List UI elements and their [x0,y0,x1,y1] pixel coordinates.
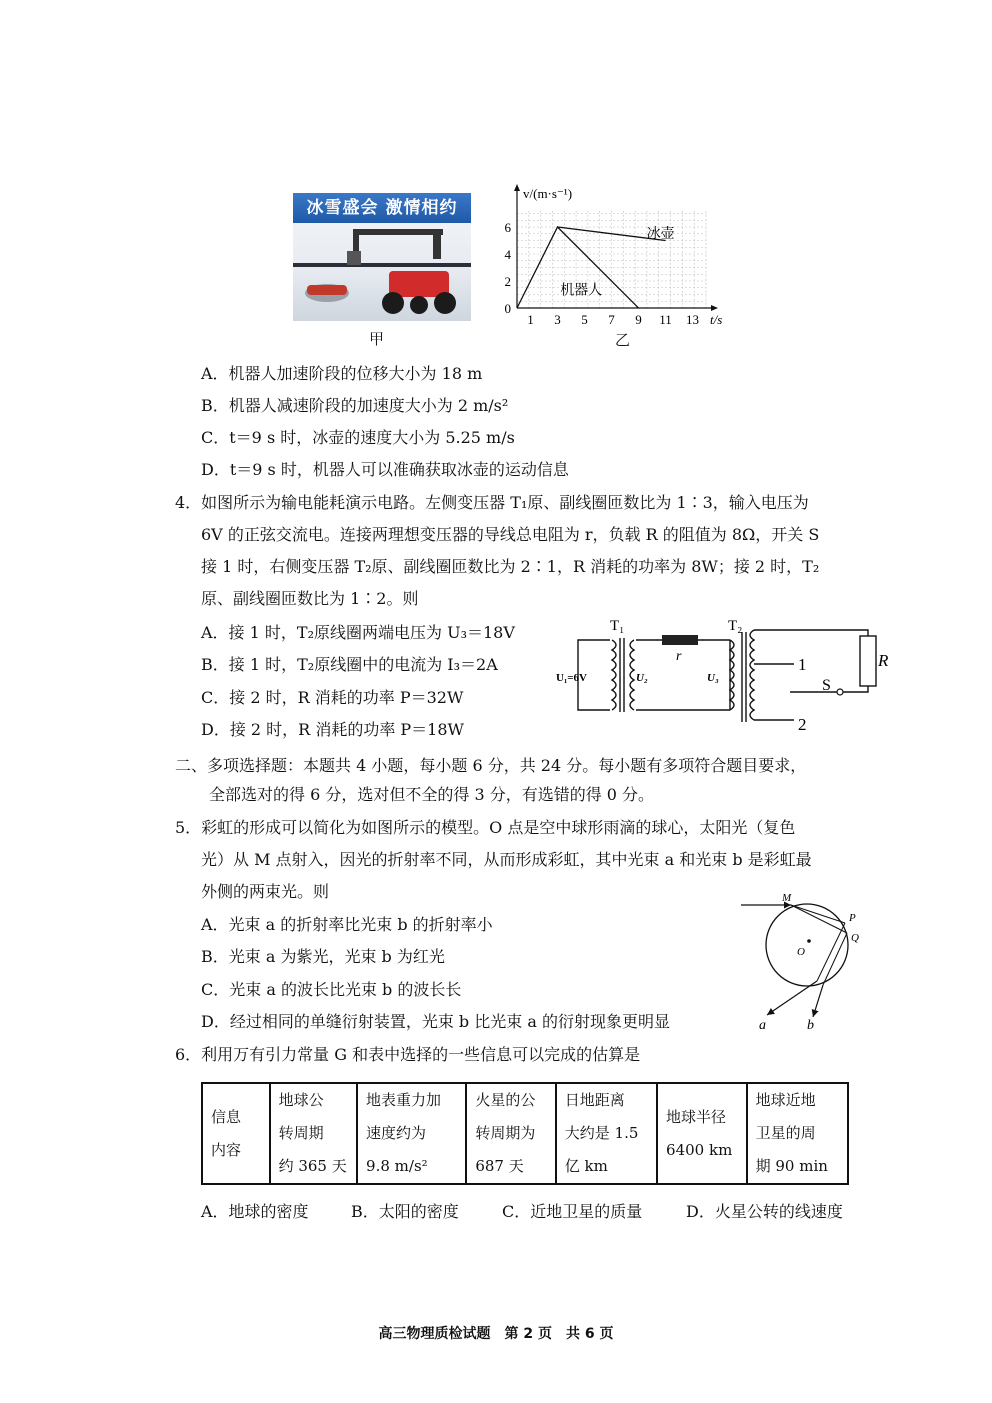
y-tick-label: 4 [504,247,511,262]
y-tick-label: 2 [504,274,511,289]
x-tick-label: 3 [554,312,561,327]
table-cell: 地球半径 6400 km [657,1083,747,1184]
raindrop-diagram [735,885,870,1035]
label-t1: T₁ [610,618,625,634]
section2-line-1: 二、多项选择题：本题共 4 小题，每小题 6 分，共 24 分。每小题有多项符合题目要求， [175,756,807,775]
y-axis-arrow [514,184,520,191]
q5-stem-line-1: 5．彩虹的形成可以简化为如图所示的模型。O 点是空中球形雨滴的球心，太阳光（复色 [175,818,796,837]
q5-option-b: B．光束 a 为紫光，光束 b 为红光 [201,947,445,966]
label-q: Q [851,932,859,944]
label-terminal-1: 1 [798,655,807,674]
q4-stem-line-3: 接 1 时，右侧变压器 T₂原、副线圈匝数比为 2∶1，R 消耗的功率为 8W；接 2 时，T₂ [201,557,820,576]
q6-option-b: B．太阳的密度 [351,1202,459,1221]
label-u1: U₁=6V [556,672,587,684]
label-m: M [782,892,792,904]
label-t2: T₂ [728,618,743,634]
figure-label-yi: 乙 [615,331,631,349]
q6-stem: 6．利用万有引力常量 G 和表中选择的一些信息可以完成的估算是 [175,1045,641,1064]
q4-option-a: A．接 1 时，T₂原线圈两端电压为 U₃＝18V [201,623,515,642]
label-u3: U₃ [707,672,719,684]
x-tick-label: 9 [635,312,642,327]
q5-option-c: C．光束 a 的波长比光束 b 的波长长 [201,980,462,999]
velocity-time-chart [495,180,745,350]
q3-option-d: D．t＝9 s 时，机器人可以准确获取冰壶的运动信息 [201,460,569,479]
y-tick-label: 0 [504,301,511,316]
robot-illustration [293,193,471,321]
q5-option-a: A．光束 a 的折射率比光束 b 的折射率小 [201,915,493,934]
table-cell: 地球公 转周期 约 365 天 [270,1083,357,1184]
label-R: R [878,651,889,670]
series-label: 机器人 [560,282,603,299]
section2-line-2: 全部选对的得 6 分，选对但不全的得 3 分，有选错的得 0 分。 [209,785,655,804]
q6-option-a: A．地球的密度 [201,1202,309,1221]
label-r: r [676,649,682,664]
x-axis-arrow [711,305,718,311]
label-u2: U₂ [636,672,648,684]
table-cell: 火星的公 转周期为 687 天 [466,1083,555,1184]
label-a: a [759,1018,766,1033]
x-axis-label: t/s [710,312,723,327]
q4-stem-line-1: 4．如图所示为输电能耗演示电路。左侧变压器 T₁原、副线圈匝数比为 1∶3，输入电压为 [175,493,809,512]
q4-stem-line-2: 6V 的正弦交流电。连接两理想变压器的导线总电阻为 r，负载 R 的阻值为 8Ω，开关 S [201,525,820,544]
page-footer: 高三物理质检试题 第 2 页 共 6 页 [378,1326,614,1342]
curling-robot-photo [293,193,471,321]
q5-option-d: D．经过相同的单缝衍射装置，光束 b 比光束 a 的衍射现象更明显 [201,1012,670,1031]
q6-option-d: D．火星公转的线速度 [686,1202,843,1221]
y-tick-label: 6 [504,220,511,235]
q5-stem-line-3: 外侧的两束光。则 [201,882,330,901]
load-resistor-R [860,636,876,686]
q5-stem-line-2: 光）从 M 点射入，因光的折射率不同，从而形成彩虹，其中光束 a 和光束 b 是彩虹最 [201,850,812,869]
y-axis-label: v/(m·s⁻¹) [523,186,573,201]
q4-option-d: D．接 2 时，R 消耗的功率 P＝18W [201,720,464,739]
label-p: P [849,912,856,924]
q3-option-b: B．机器人减速阶段的加速度大小为 2 m/s² [201,396,509,415]
photo-banner: 冰雪盛会 激情相约 [293,193,471,223]
q3-option-c: C．t＝9 s 时，冰壶的速度大小为 5.25 m/s [201,428,515,447]
figure-label-jia: 甲 [369,330,385,348]
transformer-circuit-diagram [550,612,900,737]
table-cell: 信息 内容 [202,1083,270,1184]
x-tick-label: 1 [527,312,534,327]
label-b: b [807,1018,814,1033]
table-cell: 日地距离 大约是 1.5 亿 km [556,1083,657,1184]
q3-option-a: A．机器人加速阶段的位移大小为 18 m [201,364,483,383]
x-tick-label: 13 [686,312,699,327]
info-table [201,1082,849,1185]
x-tick-label: 7 [608,312,615,327]
series-label: 冰壶 [646,225,675,242]
table-cell: 地球近地 卫星的周 期 90 min [747,1083,848,1184]
label-switch-s: S [822,677,831,694]
table-cell: 地表重力加 速度约为 9.8 m/s² [357,1083,466,1184]
label-terminal-2: 2 [798,715,807,734]
q4-option-b: B．接 1 时，T₂原线圈中的电流为 I₃＝2A [201,655,498,674]
x-tick-label: 5 [581,312,588,327]
q4-option-c: C．接 2 时，R 消耗的功率 P＝32W [201,688,464,707]
q4-stem-line-4: 原、副线圈匝数比为 1∶2。则 [201,589,419,608]
resistor-r [662,635,698,645]
q6-option-c: C．近地卫星的质量 [502,1202,643,1221]
table-row [202,1083,848,1184]
x-tick-label: 11 [659,312,672,327]
label-o: O [797,946,805,958]
